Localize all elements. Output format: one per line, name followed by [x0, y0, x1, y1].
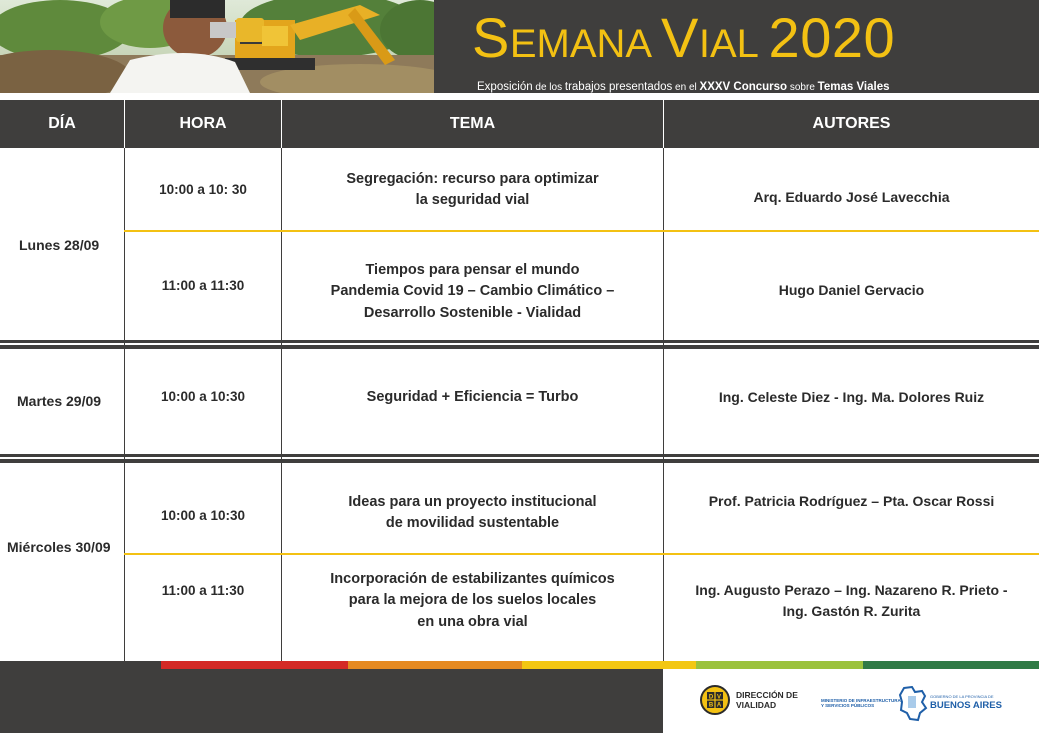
dv-logo-letter: A [716, 702, 722, 709]
header-photo [0, 0, 434, 93]
dv-logo-letter: D [708, 694, 714, 701]
column-header-tema: TEMA [449, 115, 496, 132]
session-time: 11:00 a 11:30 [161, 583, 245, 599]
buenos-aires-label: BUENOS AIRES [930, 700, 1002, 711]
color-stripe-orange [348, 661, 522, 669]
session-time: 10:00 a 10: 30 [159, 182, 247, 198]
event-subtitle: Exposición de los trabajos presentados en el XXXV Concurso sobre Temas Viales [477, 81, 890, 93]
color-stripe-yellow [522, 661, 696, 669]
session-time: 10:00 a 10:30 [160, 388, 246, 404]
dv-logo-letter: B [708, 702, 714, 709]
color-stripe-darkgreen [863, 661, 1039, 669]
header-banner [0, 0, 1039, 93]
color-stripe-lightgreen [696, 661, 863, 669]
session-topic: Ideas para un proyecto institucional de movilidad sustentable [348, 493, 597, 531]
session-authors: Ing. Augusto Perazo – Ing. Nazareno R. Prieto - Ing. Gastón R. Zurita [695, 582, 1008, 619]
session-authors: Prof. Patricia Rodríguez – Pta. Oscar Rossi [708, 492, 995, 509]
column-header-dia: DÍA [48, 115, 76, 132]
surveyor-photo-illustration [0, 0, 434, 93]
session-topic: Incorporación de estabilizantes químicos para la mejora de los suelos locales en una obra vial [330, 570, 615, 630]
table-header [0, 100, 1039, 148]
buenos-aires-province-icon [898, 686, 928, 722]
event-title: SEMANA VIAL 2020 [472, 6, 896, 69]
day-label: Lunes 28/09 [19, 236, 100, 253]
government-label: GOBIERNO DE LA PROVINCIA DE [930, 694, 994, 699]
color-stripe-red [161, 661, 348, 669]
session-topic: Seguridad + Eficiencia = Turbo [366, 389, 579, 406]
session-time: 10:00 a 10:30 [160, 507, 246, 523]
day-label: Miércoles 30/09 [7, 538, 111, 555]
day-label: Martes 29/09 [17, 393, 102, 410]
dv-logo-letter: V [716, 694, 722, 701]
footer-bar [0, 661, 663, 733]
session-authors: Hugo Daniel Gervacio [778, 281, 925, 298]
session-topic: Tiempos para pensar el mundo Pandemia Covid 19 – Cambio Climático – Desarrollo Sostenible - Vialidad [330, 261, 615, 321]
column-header-hora: HORA [179, 115, 227, 132]
column-header-autores: AUTORES [812, 115, 891, 132]
dv-logo-text: DIRECCIÓN DE VIALIDAD [736, 690, 798, 710]
ministry-text: MINISTERIO DE INFRAESTRUCTURA Y SERVICIOS PÚBLICOS [821, 698, 901, 709]
session-authors: Ing. Celeste Diez - Ing. Ma. Dolores Ruiz [718, 388, 985, 405]
direccion-vialidad-logo [700, 685, 730, 715]
day-divider [0, 454, 1039, 463]
session-time: 11:00 a 11:30 [161, 278, 245, 294]
session-topic: Segregación: recurso para optimizar la seguridad vial [346, 170, 599, 208]
session-authors: Arq. Eduardo José Lavecchia [753, 189, 950, 206]
